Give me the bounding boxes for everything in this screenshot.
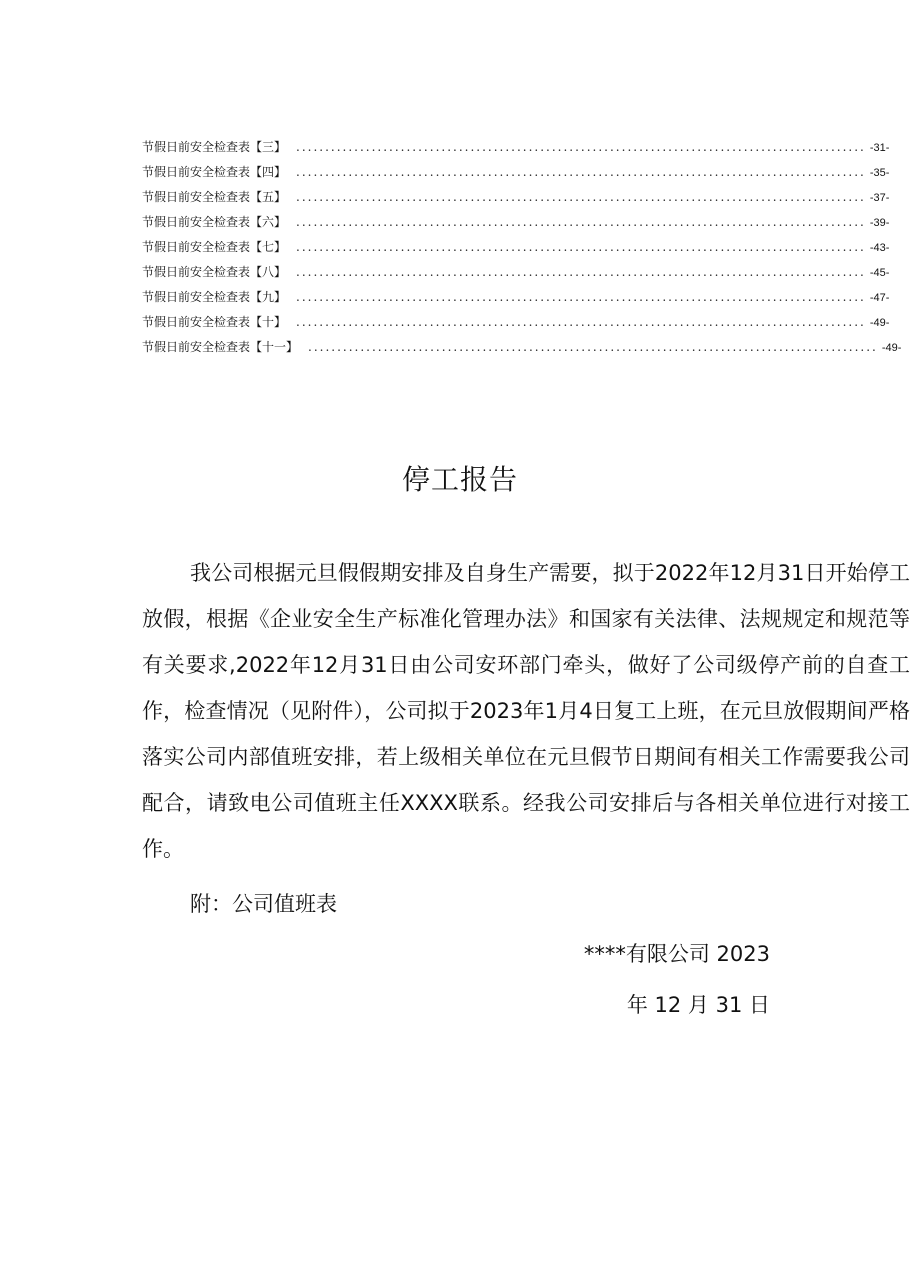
toc-entry-label: 节假日前安全检查表【八】 [142, 265, 287, 279]
toc-leader-dots: .................................................................................................. [308, 340, 878, 354]
toc-entry-label: 节假日前安全检查表【七】 [142, 240, 287, 254]
toc-page-number: -49- [869, 317, 890, 329]
signature-company: ****有限公司 2023 [583, 942, 770, 966]
toc-leader-dots: .................................................................................................. [296, 290, 866, 304]
signature-date: 年 12 月 31 日 [626, 993, 770, 1017]
toc-entry[interactable] [142, 338, 902, 363]
toc-entry-label: 节假日前安全检查表【九】 [142, 290, 287, 304]
toc-entry-label: 节假日前安全检查表【五】 [142, 190, 287, 204]
toc-page-number: -49- [881, 342, 902, 354]
toc-entry[interactable] [142, 188, 890, 213]
toc-leader-dots: .................................................................................................. [296, 140, 866, 154]
toc-entry[interactable] [142, 288, 890, 313]
report-title: 停工报告 [401, 463, 518, 496]
toc-entry[interactable] [142, 163, 890, 188]
table-of-contents [142, 138, 902, 363]
toc-page-number: -31- [869, 142, 890, 154]
toc-entry-label: 节假日前安全检查表【十一】 [142, 340, 299, 354]
toc-leader-dots: .................................................................................................. [296, 190, 866, 204]
toc-entry[interactable] [142, 313, 890, 338]
toc-page-number: -43- [869, 242, 890, 254]
toc-entry-label: 节假日前安全检查表【四】 [142, 165, 287, 179]
toc-leader-dots: .................................................................................................. [296, 215, 866, 229]
toc-page-number: -47- [869, 292, 890, 304]
toc-entry[interactable] [142, 138, 890, 163]
toc-page-number: -35- [869, 167, 890, 179]
toc-entry-label: 节假日前安全检查表【十】 [142, 315, 287, 329]
toc-leader-dots: .................................................................................................. [296, 265, 866, 279]
attachment-note: 附：公司值班表 [190, 892, 337, 916]
toc-leader-dots: .................................................................................................. [296, 165, 866, 179]
toc-leader-dots: .................................................................................................. [296, 240, 866, 254]
toc-page-number: -45- [869, 267, 890, 279]
toc-leader-dots: .................................................................................................. [296, 315, 866, 329]
toc-page-number: -39- [869, 217, 890, 229]
report-body: 我公司根据元旦假假期安排及自身生产需要，拟于2022年12月31日开始停工放假，根据《企业安全生产标准化管理办法》和国家有关法律、法规规定和规范等有关要求,2022年12月31日由公司安环部门牵头，做好了公司级停产前的自查工作，检查情况（见附件），公司拟于2023年1月4日复工上班，在元旦放假期间严格落实公司内部值班安排，若上级相关单位在元旦假节日期间有相关工作需要我公司配合，请致电公司值班主任XXXX联系。经我公司安排后与各相关单位进行对接工作。 [142, 561, 910, 861]
toc-entry[interactable] [142, 213, 890, 238]
toc-entry[interactable] [142, 263, 890, 288]
toc-entry-label: 节假日前安全检查表【三】 [142, 140, 287, 154]
toc-page-number: -37- [869, 192, 890, 204]
toc-entry-label: 节假日前安全检查表【六】 [142, 215, 287, 229]
toc-entry[interactable] [142, 238, 890, 263]
